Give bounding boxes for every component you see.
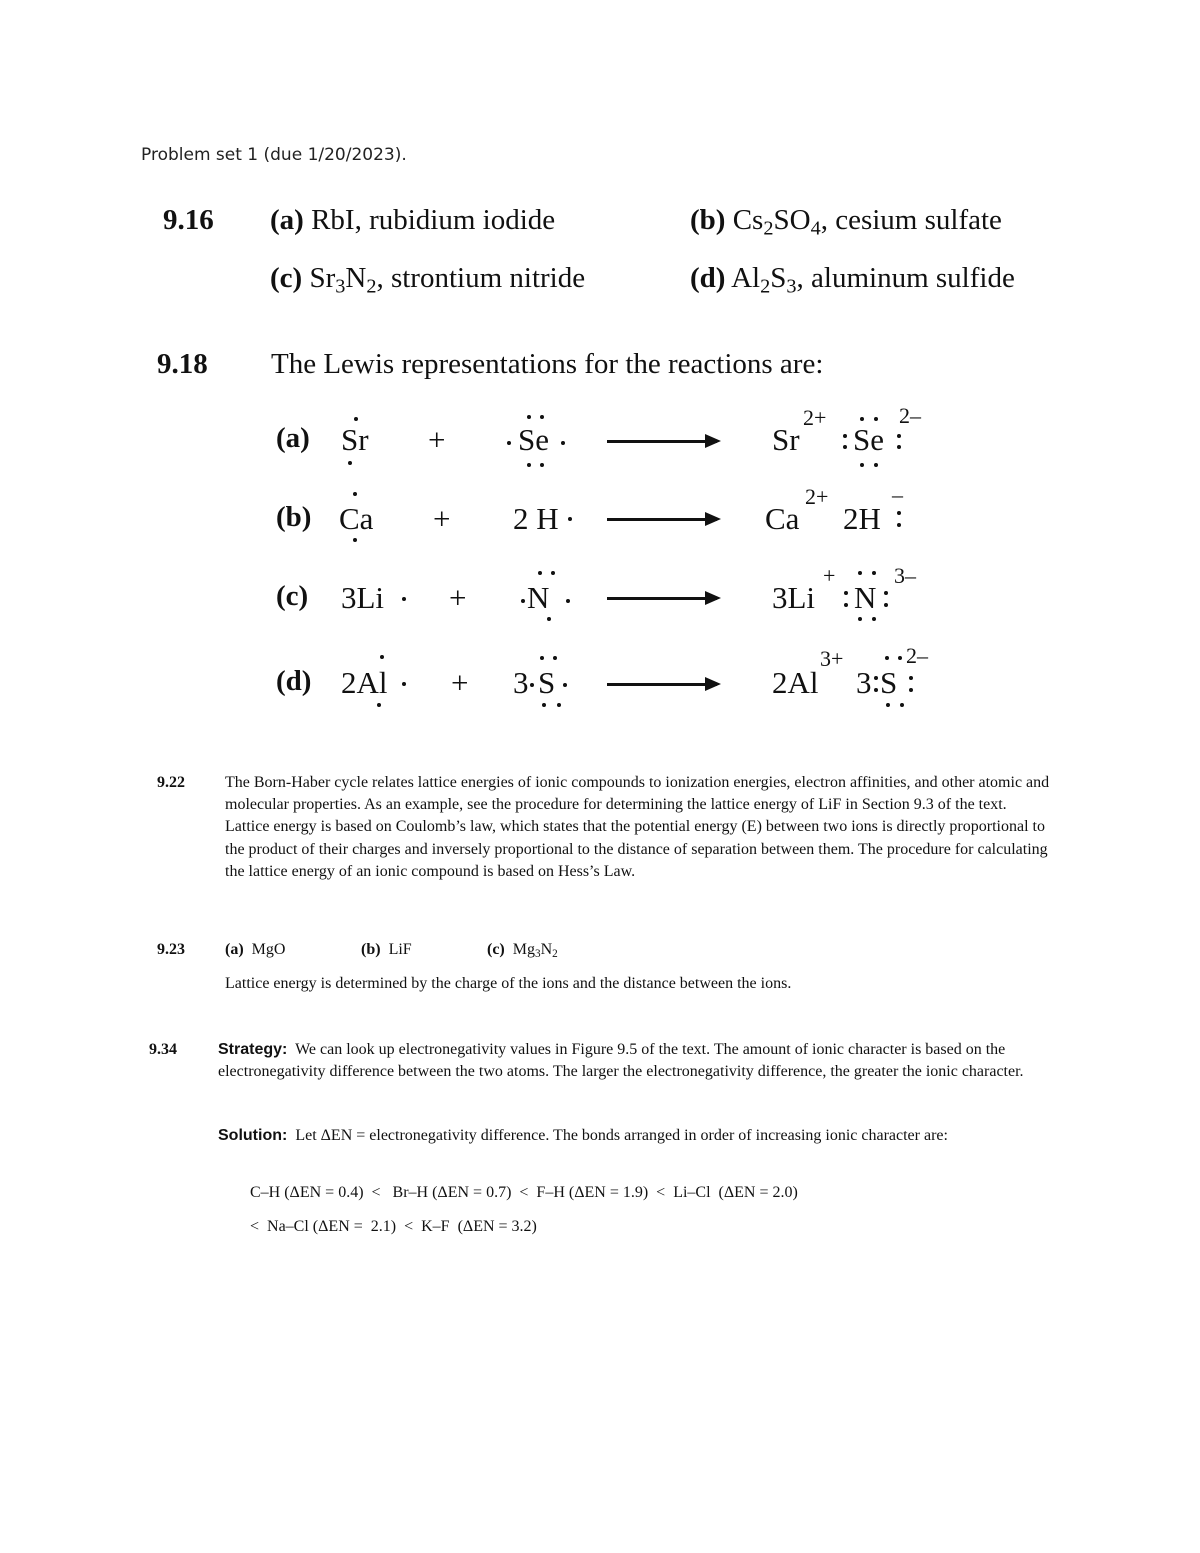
anion-charge: 3– (894, 563, 916, 588)
formula: $Sr_3N_2$ (309, 262, 377, 298)
answer-label: (a) (225, 941, 244, 958)
reactant-2-coefficient: 3 (513, 665, 529, 700)
electron-dot (353, 538, 357, 542)
electron-dot (897, 511, 901, 515)
reaction-label: (c) (276, 580, 309, 612)
answer-9-23-b (361, 939, 412, 961)
electron-dot (527, 415, 531, 419)
reaction-arrow (607, 683, 717, 686)
plus-sign: + (451, 665, 469, 700)
electron-dot (884, 591, 888, 595)
electron-dot (521, 599, 525, 603)
electron-dot (872, 617, 876, 621)
electron-dot (898, 656, 902, 660)
electron-dot (860, 463, 864, 467)
product-cation: Ca (765, 501, 800, 536)
electron-dot (540, 656, 544, 660)
answer-9-23-c (487, 939, 558, 961)
cation-charge: 2+ (805, 484, 829, 509)
formula: LiF (388, 941, 412, 958)
electron-dot (900, 703, 904, 707)
answer-label: (d) (690, 262, 726, 294)
reaction-arrow (607, 518, 717, 521)
cation-charge: + (823, 563, 836, 588)
answer-label: (b) (361, 941, 381, 958)
answer-9-16-c (270, 262, 586, 298)
formula: $Al_2S_3$ (731, 262, 797, 298)
compound-name: , rubidium iodide (354, 204, 556, 236)
answer-9-16-a (270, 204, 555, 237)
problem-9-22-text: The Born-Haber cycle relates lattice energies of ionic compounds to ionization energies, electron affinities, and other atomic and molecular properties. As an example, see the procedure for determining the lattice energy of LiF in Section 9.3 of the text. Lattice energy is based on Coulomb’s law, which states that the potential energy (E) between two ions is directly proportional to the product of their charges and inversely proportional to the distance of separation between them. The procedure for calculating the lattice energy of an ionic compound is based on Hess’s Law. (225, 774, 1050, 880)
electron-dot (844, 591, 848, 595)
electron-dot (843, 445, 847, 449)
electron-dot (551, 571, 555, 575)
electron-dot (874, 688, 878, 692)
electron-dot (885, 656, 889, 660)
strategy-text: We can look up electronegativity values in Figure 9.5 of the text. The amount of ionic character is based on the electronegativity difference between the two atoms. The larger the electronegativity difference, the greater the ionic character. (218, 1041, 1024, 1081)
reactant-2: 2 H (513, 501, 559, 536)
product-anion: S (880, 665, 898, 700)
reactant-1: Ca (339, 501, 374, 536)
electron-dot (538, 571, 542, 575)
electron-dot (530, 683, 534, 687)
electron-dot (843, 434, 847, 438)
product-anion: 2H (843, 501, 881, 536)
formula: $Cs_2SO_4$ (732, 204, 821, 240)
plus-sign: + (449, 580, 467, 615)
reaction-label: (b) (276, 501, 312, 533)
electron-dot (402, 682, 406, 686)
problem-number-9-22: 9.22 (157, 774, 185, 791)
answer-label: (a) (270, 204, 304, 236)
problem-9-34-solution (218, 1125, 1053, 1147)
electron-dot (897, 445, 901, 449)
electron-dot (547, 617, 551, 621)
electron-dot (348, 461, 352, 465)
solution-text: Let ΔEN = electronegativity difference. The bonds arranged in order of increasing ionic character are: (295, 1127, 948, 1144)
answer-label: (c) (270, 262, 303, 294)
product-cation: 2Al (772, 665, 819, 700)
plus-sign: + (433, 501, 451, 536)
anion-charge: – (892, 482, 903, 507)
answer-9-16-d (690, 262, 1015, 298)
reactant-1: Sr (341, 422, 369, 457)
bond-order-line-2: < Na–Cl (ΔEN = 2.1) < K–F (ΔEN = 3.2) (250, 1218, 537, 1235)
electron-dot (377, 703, 381, 707)
electron-dot (897, 434, 901, 438)
answer-label: (b) (690, 204, 726, 236)
electron-dot (563, 683, 567, 687)
electron-dot (860, 417, 864, 421)
plus-sign: + (428, 422, 446, 457)
problem-number-9-18: 9.18 (157, 348, 208, 380)
electron-dot (540, 415, 544, 419)
electron-dot (402, 597, 406, 601)
problem-number-9-23: 9.23 (157, 941, 185, 958)
cation-charge: 2+ (803, 405, 827, 430)
electron-dot (909, 688, 913, 692)
answer-label: (c) (487, 941, 505, 958)
problem-9-18-intro: The Lewis representations for the reactions are: (271, 348, 824, 380)
anion-charge: 2– (906, 643, 928, 668)
problem-9-23-note: Lattice energy is determined by the charge of the ions and the distance between the ions. (225, 975, 792, 992)
electron-dot (844, 603, 848, 607)
electron-dot (872, 571, 876, 575)
electron-dot (897, 523, 901, 527)
cation-charge: 3+ (820, 646, 844, 671)
electron-dot (561, 441, 565, 445)
compound-name: , aluminum sulfide (796, 262, 1015, 294)
reactant-2: N (527, 580, 550, 615)
electron-dot (380, 655, 384, 659)
compound-name: , cesium sulfate (820, 204, 1002, 236)
product-anion: Se (853, 422, 884, 457)
electron-dot (553, 656, 557, 660)
product-anion: N (854, 580, 877, 615)
compound-name: , strontium nitride (376, 262, 586, 294)
electron-dot (540, 463, 544, 467)
electron-dot (353, 492, 357, 496)
electron-dot (527, 463, 531, 467)
electron-dot (566, 599, 570, 603)
answer-9-23-a (225, 939, 285, 961)
electron-dot (909, 676, 913, 680)
reactant-1: 2Al (341, 665, 388, 700)
strategy-label: Strategy: (218, 1041, 288, 1058)
product-cation: 3Li (772, 580, 816, 615)
electron-dot (507, 441, 511, 445)
electron-dot (557, 703, 561, 707)
electron-dot (858, 617, 862, 621)
reaction-arrow (607, 440, 717, 443)
bond-order-line-1: C–H (ΔEN = 0.4) < Br–H (ΔEN = 0.7) < F–H (ΔEN = 1.9) < Li–Cl (ΔEN = 2.0) (250, 1184, 798, 1201)
reaction-label: (a) (276, 422, 310, 454)
problem-9-34-strategy (218, 1039, 1053, 1083)
reactant-2: S (538, 665, 556, 700)
reactant-2: Se (518, 422, 549, 457)
electron-dot (354, 417, 358, 421)
electron-dot (542, 703, 546, 707)
product-cation: Sr (772, 422, 800, 457)
problem-number-9-34: 9.34 (149, 1041, 177, 1058)
electron-dot (874, 676, 878, 680)
answer-9-16-b (690, 204, 1002, 240)
reactant-1: 3Li (341, 580, 385, 615)
anion-charge: 2– (899, 403, 921, 428)
electron-dot (568, 517, 572, 521)
reaction-label: (d) (276, 665, 312, 697)
electron-dot (858, 571, 862, 575)
formula: MgO (251, 941, 286, 958)
formula: $Mg_3N_2$ (512, 941, 558, 961)
electron-dot (874, 463, 878, 467)
formula: RbI (311, 204, 355, 236)
reaction-arrow (607, 597, 717, 600)
page-header: Problem set 1 (due 1/20/2023). (141, 145, 407, 165)
solution-label: Solution: (218, 1127, 288, 1144)
problem-number-9-16: 9.16 (163, 204, 214, 236)
electron-dot (884, 603, 888, 607)
product-anion-coefficient: 3 (856, 665, 872, 700)
electron-dot (886, 703, 890, 707)
electron-dot (874, 417, 878, 421)
